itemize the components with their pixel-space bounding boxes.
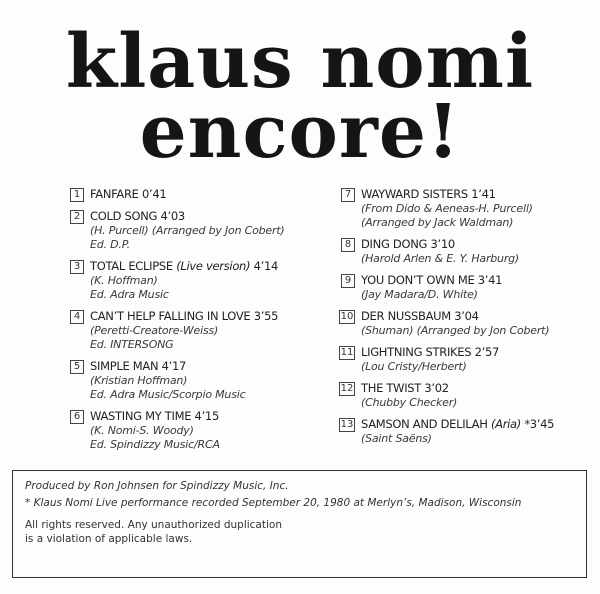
track-title: SIMPLE MAN 4’17 [90,359,187,373]
track-number-box: 1 [70,188,84,202]
track-version-note: (Aria) [490,417,521,431]
track-number-box: 2 [70,210,84,224]
live-performance-note: * Klaus Nomi Live performance recorded September 20, 1980 at Merlyn’s, Madison, Wisconsin [25,497,522,509]
track-credit: (Saint Saëns) [361,432,432,445]
track-credit: (From Dido & Aeneas-H. Purcell) [361,202,533,215]
track-number-box: 12 [340,383,354,394]
track-12 [341,381,591,410]
track-number-box: 7 [341,188,355,202]
track-title [361,417,591,432]
track-10 [341,309,591,338]
track-9 [341,273,591,302]
track-5 [70,359,330,402]
tracklist-left [70,187,330,459]
track-title: THE TWIST 3’02 [361,381,449,395]
track-7 [341,187,591,230]
track-11 [341,345,591,374]
rights-notice-line-1: All rights reserved. Any unauthorized duplication [25,519,282,531]
track-title: COLD SONG 4’03 [90,209,185,223]
track-number-box: 9 [341,274,355,288]
track-6 [70,409,330,452]
track-credit: (Jay Madara/D. White) [361,288,478,301]
track-title: DING DONG 3’10 [361,237,455,251]
album-title-name: encore! [139,89,461,175]
track-version-note: (Live version) [176,259,251,273]
track-credit: (Chubby Checker) [361,396,458,409]
track-duration: 4’14 [250,259,279,273]
track-credit: (K. Hoffman) [90,274,158,287]
track-13 [341,417,591,446]
track-title: CAN’T HELP FALLING IN LOVE 3’55 [90,309,279,323]
track-credit: (Harold Arlen & E. Y. Harburg) [361,252,520,265]
track-credit: (K. Nomi-S. Woody) [90,424,194,437]
track-publisher: Ed. INTERSONG [90,338,174,351]
track-publisher: Ed. D.P. [90,238,130,251]
track-8 [341,237,591,266]
track-duration: *3’45 [520,417,555,431]
track-number-box: 13 [340,419,354,430]
spacer [25,510,574,518]
track-number-box: 3 [70,260,84,274]
track-title: WAYWARD SISTERS 1’41 [361,187,496,201]
track-title-text: TOTAL ECLIPSE [90,259,177,273]
album-title-artist: klaus nomi [65,19,535,105]
track-title-text: SAMSON AND DELILAH [361,417,491,431]
rights-notice-line-2: is a violation of applicable laws. [25,533,193,545]
track-title: DER NUSSBAUM 3’04 [361,309,479,323]
tracklist-right [341,187,591,453]
track-publisher: Ed. Spindizzy Music/RCA [90,438,220,451]
track-number-box: 8 [341,238,355,252]
track-number-box: 6 [70,410,84,424]
track-1 [70,187,330,202]
track-number-box: 5 [70,360,84,374]
track-publisher: Ed. Adra Music/Scorpio Music [90,388,246,401]
track-publisher: Ed. Adra Music [90,288,169,301]
track-title [90,259,330,274]
track-credit: (Shuman) (Arranged by Jon Cobert) [361,324,550,337]
track-credit: (Peretti-Creatore-Weiss) [90,324,219,337]
track-title: LIGHTNING STRIKES 2’57 [361,345,500,359]
track-2 [70,209,330,252]
track-number-box: 11 [340,347,354,358]
track-title: WASTING MY TIME 4’15 [90,409,219,423]
credits-box [12,470,587,578]
track-title: YOU DON’T OWN ME 3’41 [361,273,503,287]
track-credit: (Kristian Hoffman) [90,374,188,387]
track-number-box: 10 [340,311,354,322]
track-credit: (H. Purcell) (Arranged by Jon Cobert) [90,224,285,237]
track-4 [70,309,330,352]
track-title: FANFARE 0’41 [90,187,167,201]
track-credit: (Lou Cristy/Herbert) [361,360,467,373]
producer-credit: Produced by Ron Johnsen for Spindizzy Music, Inc. [25,480,289,492]
track-3 [70,259,330,302]
track-arranger: (Arranged by Jack Waldman) [361,216,514,229]
track-number-box: 4 [70,310,84,324]
